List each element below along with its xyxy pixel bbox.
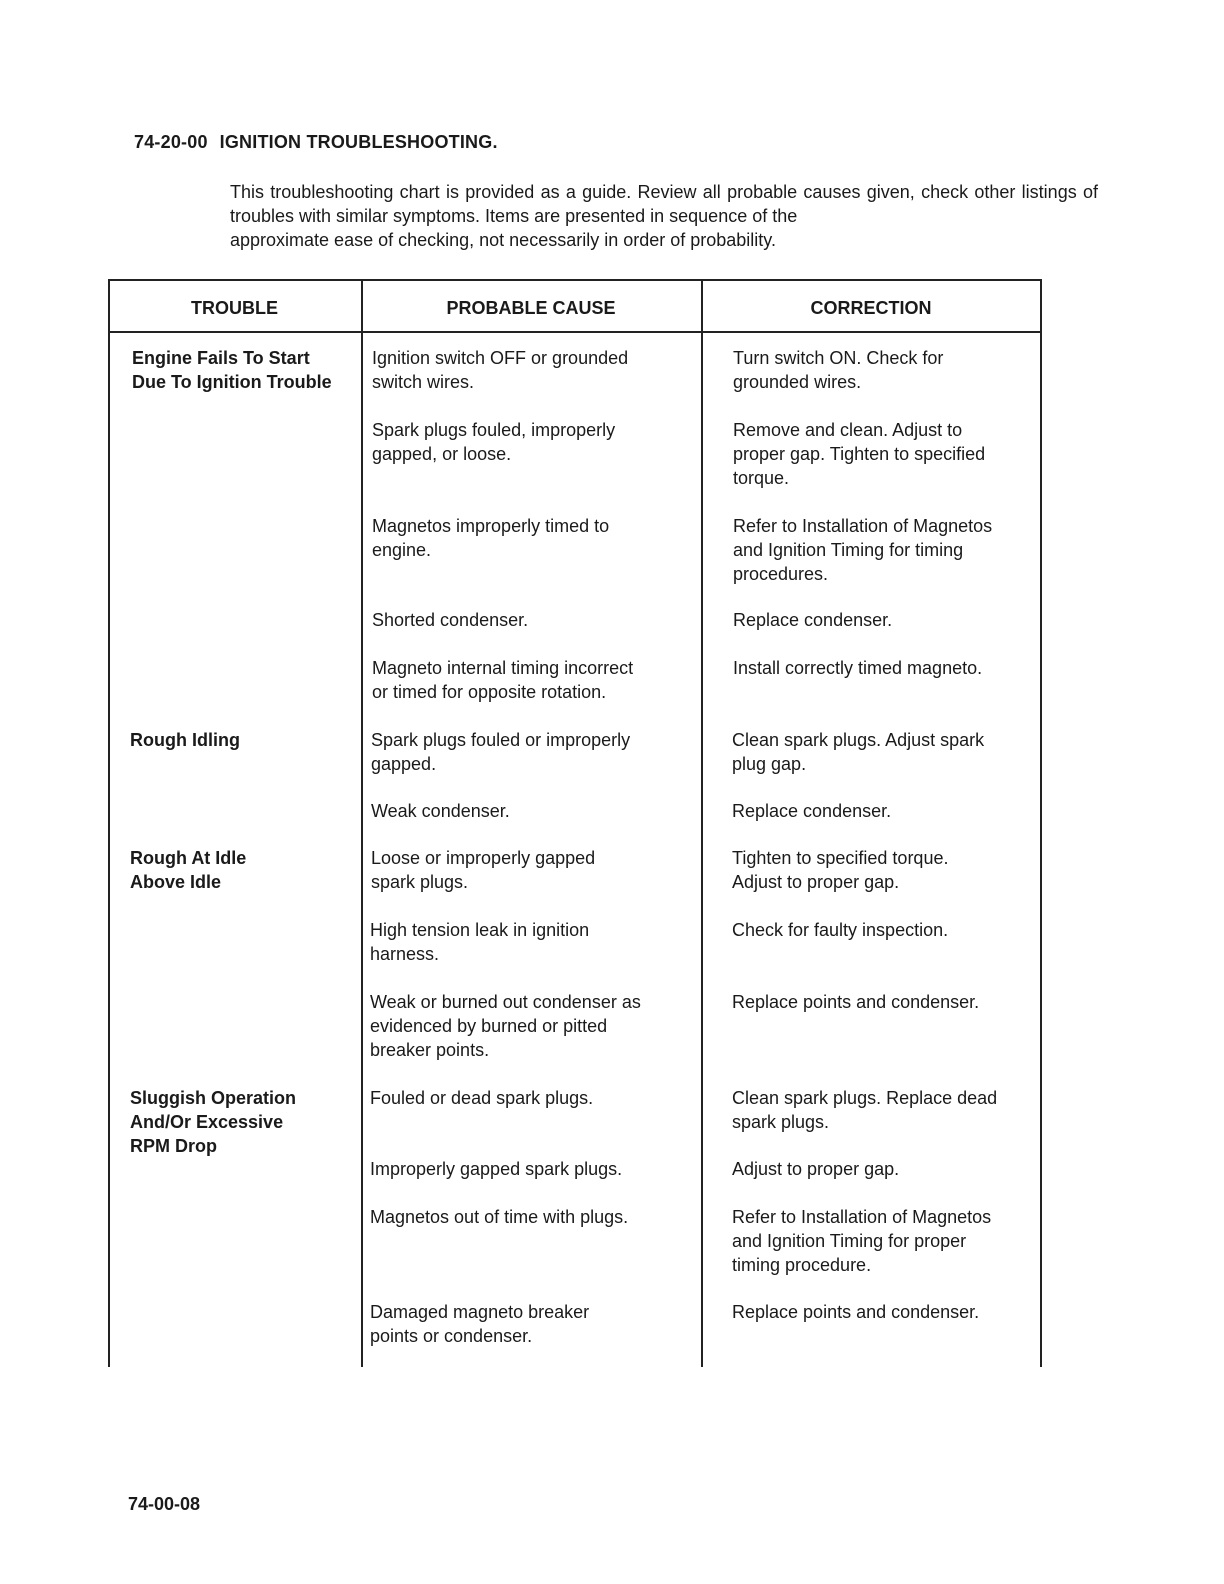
cause-item: Improperly gapped spark plugs. (370, 1159, 623, 1179)
correction-item: Tighten to specified torque. Adjust to proper gap. (732, 848, 949, 892)
section-number: 74-20-00 (134, 132, 208, 152)
intro-text: This troubleshooting chart is provided as a guide. Review all probable causes given, check other listings of troubles with similar symptoms. Items are presented in sequence of the (230, 182, 1098, 226)
table-header-rule (108, 331, 1042, 333)
trouble-rough-idling: Rough Idling (130, 730, 240, 750)
cause-item: High tension leak in ignition harness. (370, 920, 590, 964)
correction-item: Replace points and condenser. (732, 992, 980, 1012)
correction-item: Install correctly timed magneto. (733, 658, 983, 678)
cause-item: Weak or burned out condenser as evidenced by burned or pitted breaker points. (370, 992, 641, 1060)
correction-item: Clean spark plugs. Adjust spark plug gap. (732, 730, 985, 774)
correction-item: Refer to Installation of Magnetos and Ignition Timing for proper timing procedure. (732, 1207, 992, 1275)
table-border-left (108, 279, 110, 1367)
cause-item: Shorted condenser. (372, 610, 529, 630)
header-correction: CORRECTION (810, 298, 932, 318)
table-top-rule (108, 279, 1042, 281)
cause-item: Magneto internal timing incorrect or timed for opposite rotation. (372, 658, 634, 702)
correction-item: Clean spark plugs. Replace dead spark plugs. (732, 1088, 998, 1132)
cause-item: Magnetos improperly timed to engine. (372, 516, 610, 560)
cause-item: Weak condenser. (371, 801, 510, 821)
cause-item: Damaged magneto breaker points or condenser. (370, 1302, 590, 1346)
correction-item: Turn switch ON. Check for grounded wires. (733, 348, 944, 392)
intro-text-last-line: approximate ease of checking, not necessarily in order of probability. (230, 230, 776, 250)
section-title: IGNITION TROUBLESHOOTING. (219, 132, 498, 152)
correction-item: Replace condenser. (733, 610, 893, 630)
cause-item: Magnetos out of time with plugs. (370, 1207, 629, 1227)
correction-item: Remove and clean. Adjust to proper gap. Tighten to specified torque. (733, 420, 986, 488)
cause-item: Fouled or dead spark plugs. (370, 1088, 594, 1108)
cause-item: Ignition switch OFF or grounded switch wires. (372, 348, 629, 392)
header-trouble: TROUBLE (191, 298, 278, 318)
correction-item: Replace points and condenser. (732, 1302, 980, 1322)
correction-item: Replace condenser. (732, 801, 892, 821)
intro-paragraph (230, 180, 1098, 252)
trouble-sluggish-operation: Sluggish Operation And/Or Excessive RPM Drop (130, 1088, 297, 1156)
cause-item: Spark plugs fouled or improperly gapped. (371, 730, 631, 774)
page-number: 74-00-08 (128, 1494, 201, 1514)
header-probable-cause: PROBABLE CAUSE (446, 298, 616, 318)
correction-item: Check for faulty inspection. (732, 920, 949, 940)
section-heading (134, 132, 498, 153)
trouble-engine-fails-to-start: Engine Fails To Start Due To Ignition Trouble (132, 348, 332, 392)
table-divider-2 (701, 279, 703, 1367)
cause-item: Spark plugs fouled, improperly gapped, or loose. (372, 420, 616, 464)
trouble-rough-at-idle: Rough At Idle Above Idle (130, 848, 247, 892)
correction-item: Adjust to proper gap. (732, 1159, 900, 1179)
table-border-right (1040, 279, 1042, 1367)
cause-item: Loose or improperly gapped spark plugs. (371, 848, 596, 892)
correction-item: Refer to Installation of Magnetos and Ignition Timing for timing procedures. (733, 516, 993, 584)
table-divider-1 (361, 279, 363, 1367)
